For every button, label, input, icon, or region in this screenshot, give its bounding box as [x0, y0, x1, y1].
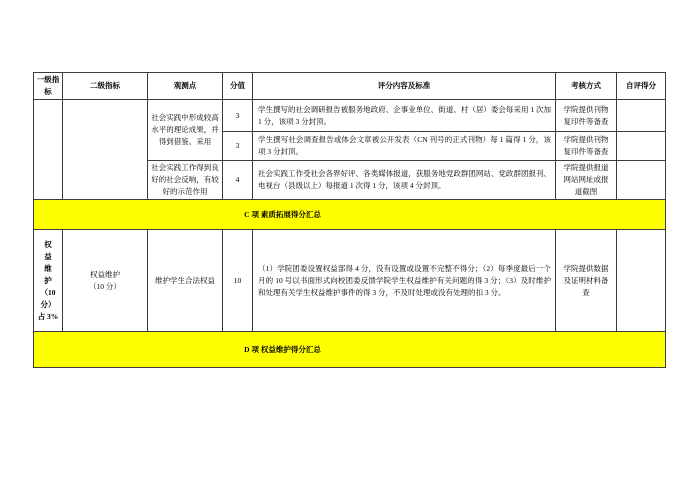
- header-assessment-method: 考核方式: [556, 73, 617, 100]
- summary-row-c-label: C 项 素质拓展得分汇总: [34, 200, 666, 230]
- header-observation-point: 观测点: [148, 73, 223, 100]
- level2-indicator-cell-empty: [63, 100, 148, 200]
- criteria-cell: 社会实践工作受社会各界好评、各类媒体报道，获服务地党政群团网站、党政群团报刊、电视台（县级以上）每报道 1 次得 1 分，该项 4 分封顶。: [253, 161, 556, 200]
- method-cell: 学院提供报道网站网址或报道截图: [556, 161, 617, 200]
- criteria-cell: 学生撰写社会调查报告或体会文章被公开发表（CN 刊号的正式刊物）每 1 篇得 1 分，该项 3 分封顶。: [253, 132, 556, 161]
- level1-line: 权: [44, 239, 52, 249]
- self-score-cell: [617, 161, 666, 200]
- level1-line: 维: [44, 263, 52, 273]
- observation-cell: 社会实践工作得到良好的社会反响，有较好的示范作用: [148, 161, 223, 200]
- level2-line: 权益维护: [90, 269, 120, 279]
- criteria-cell: （1）学院团委设置权益部得 4 分，没有设置或设置不完整不得分；（2）每季度最后一个月的 10 号以书面形式向校团委反馈学院学生权益维护有关问题的得 3 分；（3）及时维护和处理有关学生权益维护事件的得 3 分，不及时处理或没有处理的扣 3 分。: [253, 230, 556, 332]
- level1-line: （10: [40, 287, 56, 297]
- level1-indicator-cell-empty: [34, 100, 63, 200]
- level2-indicator-cell: [63, 230, 148, 332]
- header-level1-indicator: 一级指标: [34, 73, 63, 100]
- observation-cell: 社会实践中形成较高水平的理论成果，并得到借鉴、采用: [148, 100, 223, 161]
- score-cell: 3: [223, 132, 253, 161]
- self-score-cell: [617, 100, 666, 132]
- header-criteria: 评分内容及标准: [253, 73, 556, 100]
- score-cell: 4: [223, 161, 253, 200]
- header-self-score: 自评得分: [617, 73, 666, 100]
- evaluation-table: [33, 72, 666, 368]
- self-score-cell: [617, 230, 666, 332]
- method-cell: 学院提供数据及证明材料备查: [556, 230, 617, 332]
- level1-line: 益: [44, 251, 52, 261]
- header-level2-indicator: 二级指标: [63, 73, 148, 100]
- summary-row-d-label: D 项 权益维护得分汇总: [34, 332, 666, 368]
- score-cell: 10: [223, 230, 253, 332]
- criteria-cell: 学生撰写的社会调研报告被服务地政府、企事业单位、街道、村（居）委会每采用 1 次加 1 分，该项 3 分封顶。: [253, 100, 556, 132]
- method-cell: 学院提供刊物复印件等备查: [556, 132, 617, 161]
- summary-row-c: [34, 200, 666, 230]
- header-score: 分值: [223, 73, 253, 100]
- level1-line: 护: [44, 275, 52, 285]
- table-row: [34, 100, 666, 132]
- score-cell: 3: [223, 100, 253, 132]
- level2-line: （10 分）: [89, 281, 121, 291]
- table-row: [34, 230, 666, 332]
- level1-line: 分）: [40, 299, 56, 309]
- level1-line: 占 3%: [37, 311, 59, 321]
- table-header-row: [34, 73, 666, 100]
- summary-row-d: [34, 332, 666, 368]
- method-cell: 学院提供刊物复印件等备查: [556, 100, 617, 132]
- observation-cell: 维护学生合法权益: [148, 230, 223, 332]
- level1-indicator-cell: [34, 230, 63, 332]
- self-score-cell: [617, 132, 666, 161]
